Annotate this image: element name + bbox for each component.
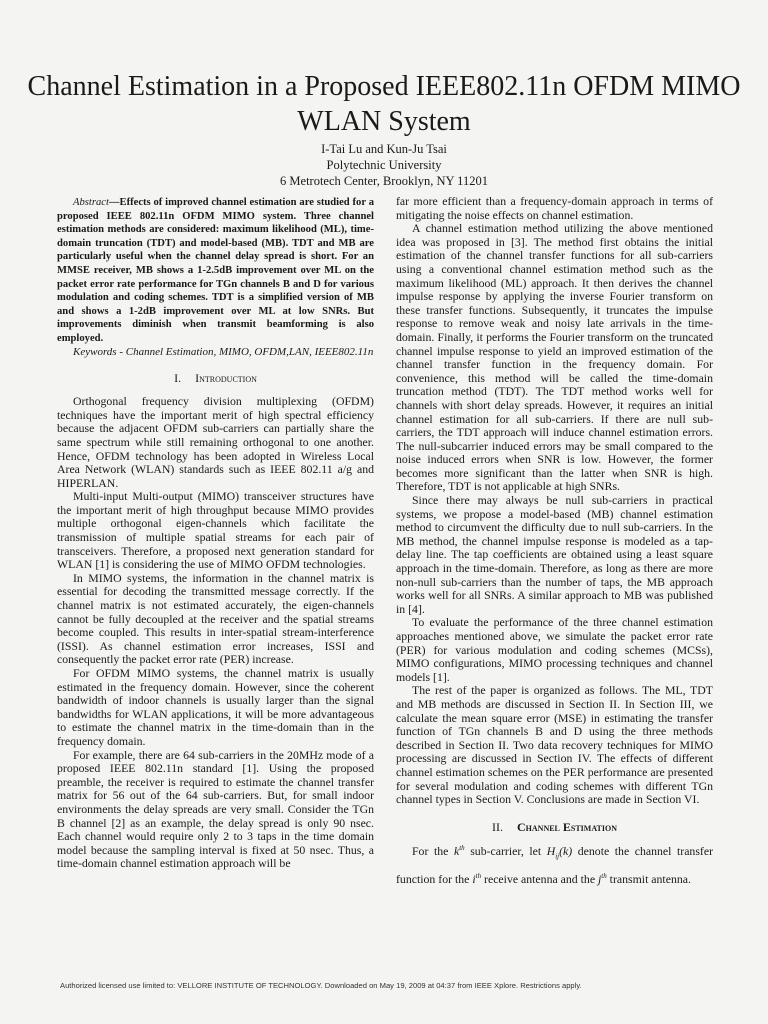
author-block (134, 141, 634, 189)
right-column (396, 195, 713, 889)
math-k (454, 844, 465, 858)
license-footer: Authorized licensed use limited to: VELLORE INSTITUTE OF TECHNOLOGY. Downloaded on May 19, 2009 at 04:37 from IEEE Xplore. Restrictions apply. (60, 981, 582, 990)
math-subscript: ij (555, 852, 560, 860)
section-number: I. (174, 371, 182, 386)
affiliation: Polytechnic University (326, 158, 442, 172)
math-superscript: th (459, 843, 465, 852)
paragraph: For example, there are 64 sub-carriers in the 20MHz mode of a proposed IEEE 802.11n standard [1]. Using the proposed preamble, the receiver is required to estimate the channel transfer matrix for 56 out of the 64 sub-carriers. But, for small indoor environments the delay spreads are very small. Consider the TGn B channel [2] as an example, the delay spread is only 90 nsec. Each channel would require only 2 to 3 taps in the time domain model because the sampling interval is fixed at 50 nsec. Thus, a time-domain channel estimation approach will be (57, 747, 374, 871)
authors: I-Tai Lu and Kun-Ju Tsai (321, 142, 447, 156)
text-fragment: sub-carrier, let (464, 843, 547, 858)
paragraph: In MIMO systems, the information in the channel matrix is essential for decoding the transmitted message correctly. If the channel matrix is not estimated accurately, the eigen-channels cannot be fully decoupled at the receiver and the spatial streams become coupled. This results in inter-spatial stream-interference (ISSI). As channel estimation error increases, ISSI and consequently the packet error rate (PER) increase. (57, 570, 374, 667)
math-argument: (k) (559, 843, 573, 858)
paragraph: For OFDM MIMO systems, the channel matrix is usually estimated in the frequency domain. However, since the coherent bandwidth of indoor channels is usually larger than the signal bandwidths for WLAN applications, it will be more advantageous to estimate the channel matrix in the time-domain than in the frequency domain. (57, 666, 374, 748)
section-title: Channel Estimation (517, 819, 617, 834)
paragraph: Since there may always be null sub-carriers in practical systems, we propose a model-based (MB) channel estimation method to circumvent the difficulty due to null sub-carriers. In the MB method, the channel impulse response is modeled as a tap-delay line. The tap coefficients are obtained using a least square approach in the time-domain. Therefore, as long as there are more non-null sub-carriers than the number of taps, the MB approach works well for all SNRs. A similar approach to MB was published in [4]. (396, 493, 713, 616)
abstract (57, 196, 374, 346)
math-symbol: k (453, 843, 460, 858)
math-j (598, 872, 607, 886)
paragraph (396, 838, 713, 889)
paragraph: A channel estimation method utilizing the above mentioned idea was proposed in [3]. The method first obtains the initial estimation of the channel transfer functions for all sub-carriers using a conventional channel estimation method such as the maximum likelihood (ML) approach. It then derives the channel impulse response by applying the inverse Fourier transform on these transfer functions. Subsequently, it truncates the impulse response to remove weak and noisy late arrivals in the time-domain. Finally, it performs the Fourier transform on the truncated channel impulse response to yield an improved estimation of the channel transfer function in the frequency domain. For convenience, this method will be called the time-domain truncation method (TDT). The TDT method works well for channels with short delay spreads. However, it requires an initial channel estimation for all sub-carriers. If there are null sub-carriers, the TDT approach will induce channel estimation errors. The null-subcarrier induced errors may be small compared to the noise induced errors when SNR is low. However, the former becomes more significant than the latter when SNR is high. Therefore, TDT is not applicable at high SNRs. (396, 221, 713, 494)
section-heading-channel-estimation (396, 820, 713, 834)
abstract-dash: — (108, 197, 120, 208)
paragraph: Orthogonal frequency division multiplexing (OFDM) techniques have the important merit of high spectral efficiency because the adjacent OFDM sub-carriers can partially share the same spectrum while still remaining orthogonal to one another. Hence, OFDM technology has been adopted in Wireless Local Area Network (WLAN) standards such as IEEE 802.11 a/g and HIPERLAN. (57, 394, 374, 490)
address: 6 Metrotech Center, Brooklyn, NY 11201 (280, 174, 488, 188)
paper-title: Channel Estimation in a Proposed IEEE802.11n OFDM MIMO WLAN System (27, 71, 741, 137)
section-number: II. (492, 819, 503, 834)
math-symbol: H (546, 843, 556, 858)
math-superscript: th (475, 872, 482, 880)
paragraph: To evaluate the performance of the three channel estimation approaches mentioned above, we simulate the packet error rate (PER) for various modulation and coding schemes (MCSs), MIMO configurations, MIMO processing techniques and channel models [1]. (396, 615, 713, 684)
section-heading-introduction (57, 371, 374, 385)
left-column (57, 196, 374, 871)
keywords: Keywords - Channel Estimation, MIMO, OFDM,LAN, IEEE802.11n (73, 345, 374, 358)
abstract-text: Effects of improved channel estimation are studied for a proposed IEEE 802.11n OFDM MIMO system. Three channel estimation methods are considered: maximum likelihood (ML), time-domain truncation (TDT) and model-based (MB). TDT and MB are particularly useful when the channel delay spread is short. For an MMSE receiver, MB shows a 1-2.5dB improvement over ML on the packet error rate performance for TGn channels B and D for various modulation and coding schemes. TDT is a simplified version of MB and shows a 1-2dB improvement over ML at low SNRs. But improvements diminish when transmit beamforming is also employed. (57, 197, 374, 344)
section-title: Introduction (195, 371, 257, 386)
paragraph: Multi-input Multi-output (MIMO) transceiver structures have the important merit of high throughput because MIMO provides multiple orthogonal eigen-channels which facilitate the transmission of multiple spatial streams for each pair of transceivers. Therefore, a proposed next generation standard for WLAN [1] is considering the use of MIMO OFDM technologies. (57, 489, 374, 572)
text-fragment: For the (412, 843, 454, 858)
text-fragment: transmit antenna. (606, 871, 691, 886)
math-symbol: j (598, 871, 602, 886)
math-superscript: th (601, 872, 607, 880)
math-i (472, 872, 481, 886)
paragraph: The rest of the paper is organized as follows. The ML, TDT and MB methods are discussed in Section II. In Section III, we calculate the mean square error (MSE) in estimating the transfer function of TGn channels B and D using the three methods described in Section II. Two data recovery techniques for MIMO processing are discussed in Section IV. The effects of different channel estimation schemes on the PER performance are presented for several modulation and coding schemes with different TGn channel types in Section V. Conclusions are made in Section VI. (396, 683, 713, 807)
math-hij (547, 844, 573, 858)
text-fragment: denote the channel transfer function for the (396, 843, 714, 886)
abstract-label: Abstract (73, 197, 109, 208)
text-fragment: receive antenna and the (481, 871, 598, 886)
math-symbol: i (472, 871, 476, 886)
paragraph-continued: far more efficient than a frequency-domain approach in terms of mitigating the noise effects on channel estimation. (396, 194, 713, 222)
